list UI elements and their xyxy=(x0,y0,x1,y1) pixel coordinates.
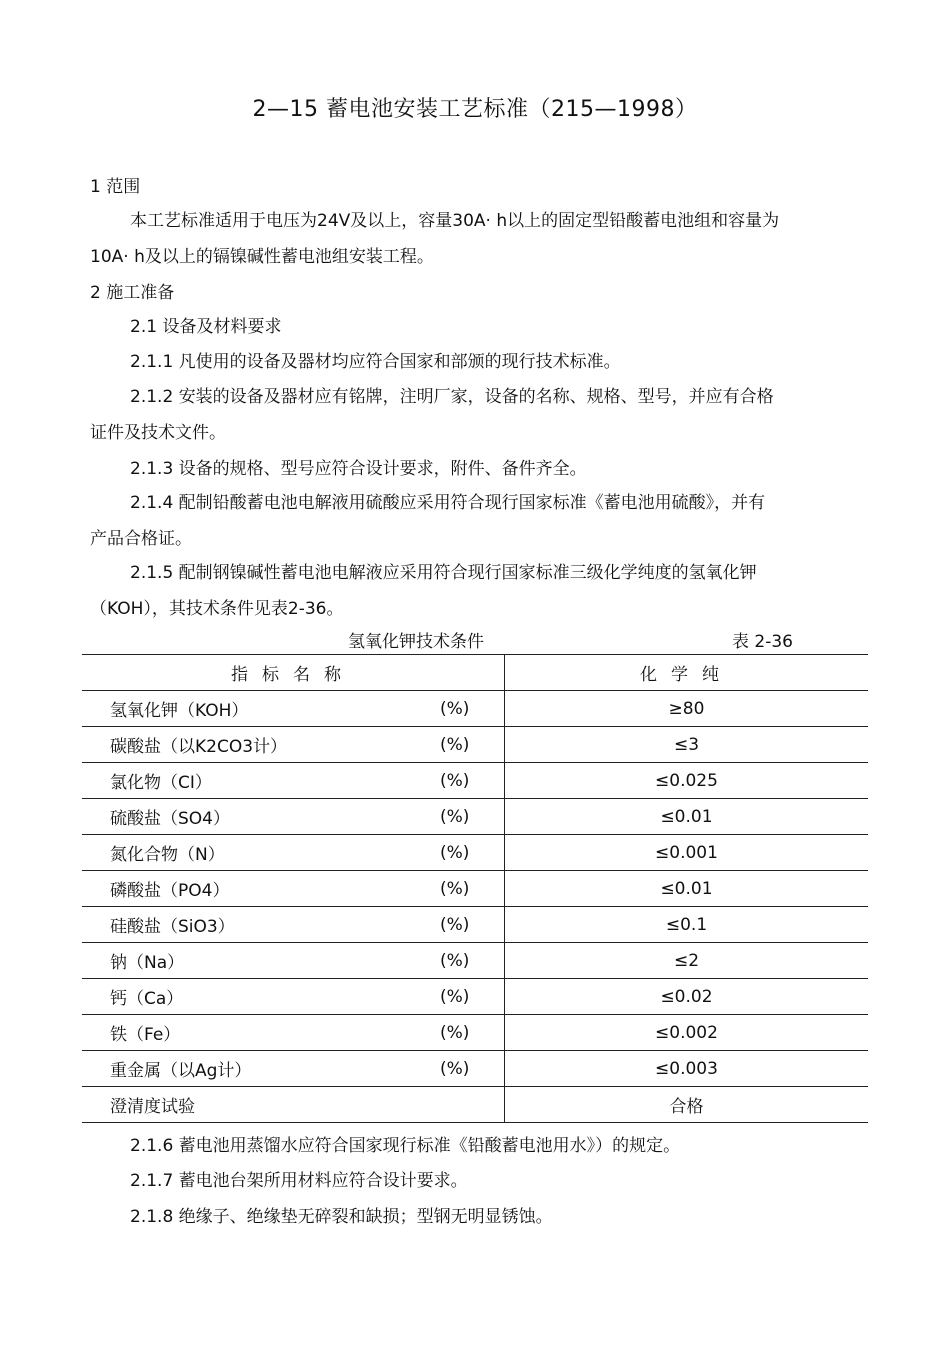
row-value: ≤0.002 xyxy=(505,1015,869,1051)
section-heading: 1 范围 xyxy=(90,177,141,197)
table-row xyxy=(82,943,868,979)
row-unit: (%) xyxy=(440,1015,505,1051)
clause-line: 2.1.6 蓄电池用蒸馏水应符合国家现行标准《铅酸蓄电池用水》）的规定。 xyxy=(130,1136,681,1156)
table-row xyxy=(82,1087,868,1123)
page-title: 2—15 蓄电池安装工艺标准（215—1998） xyxy=(252,97,698,122)
row-unit: (%) xyxy=(440,943,505,979)
subsection-heading: 2.1 设备及材料要求 xyxy=(130,317,282,337)
clause-line: 产品合格证。 xyxy=(90,529,192,549)
row-value: ≤0.01 xyxy=(505,799,869,835)
row-name: 氢氧化钾（KOH） xyxy=(82,691,440,727)
row-value: ≤2 xyxy=(505,943,869,979)
clause-line: 2.1.1 凡使用的设备及器材均应符合国家和部颁的现行技术标准。 xyxy=(130,352,621,372)
row-value: 合格 xyxy=(505,1087,869,1123)
table-caption: 氢氧化钾技术条件 xyxy=(348,632,484,652)
table-row xyxy=(82,907,868,943)
row-value: ≤3 xyxy=(505,727,869,763)
row-unit: (%) xyxy=(440,871,505,907)
row-value: ≤0.1 xyxy=(505,907,869,943)
row-unit: (%) xyxy=(440,799,505,835)
table-row xyxy=(82,1015,868,1051)
row-value: ≥80 xyxy=(505,691,869,727)
clause-line: 2.1.3 设备的规格、型号应符合设计要求，附件、备件齐全。 xyxy=(130,459,587,479)
row-name: 硅酸盐（SiO3） xyxy=(82,907,440,943)
spec-table xyxy=(82,654,868,1123)
clause-line: 2.1.5 配制钢镍碱性蓄电池电解液应采用符合现行国家标准三级化学纯度的氢氧化钾 xyxy=(130,563,757,583)
row-name: 氮化合物（N） xyxy=(82,835,440,871)
clause-line: 证件及技术文件。 xyxy=(90,423,226,443)
table-row xyxy=(82,763,868,799)
header-value: 化学纯 xyxy=(505,655,869,691)
table-row xyxy=(82,979,868,1015)
table-row xyxy=(82,727,868,763)
table-row xyxy=(82,691,868,727)
row-name: 钠（Na） xyxy=(82,943,440,979)
table-header-row xyxy=(82,655,868,691)
row-unit: (%) xyxy=(440,727,505,763)
paragraph-line: 10A· h及以上的镉镍碱性蓄电池组安装工程。 xyxy=(90,247,434,267)
row-unit xyxy=(440,1087,505,1123)
row-unit: (%) xyxy=(440,907,505,943)
paragraph-line: 本工艺标准适用于电压为24V及以上，容量30A· h以上的固定型铅酸蓄电池组和容量为 xyxy=(130,211,780,231)
row-name: 重金属（以Ag计） xyxy=(82,1051,440,1087)
clause-line: 2.1.7 蓄电池台架所用材料应符合设计要求。 xyxy=(130,1171,468,1191)
clause-line: 2.1.8 绝缘子、绝缘垫无碎裂和缺损；型钢无明显锈蚀。 xyxy=(130,1207,553,1227)
row-name: 硫酸盐（SO4） xyxy=(82,799,440,835)
table-row xyxy=(82,871,868,907)
row-unit: (%) xyxy=(440,979,505,1015)
row-unit: (%) xyxy=(440,763,505,799)
row-value: ≤0.02 xyxy=(505,979,869,1015)
row-name: 澄清度试验 xyxy=(82,1087,440,1123)
row-name: 氯化物（CI） xyxy=(82,763,440,799)
row-name: 碳酸盐（以K2CO3计） xyxy=(82,727,440,763)
table-number: 表 2-36 xyxy=(732,632,793,652)
table-row xyxy=(82,1051,868,1087)
table-row xyxy=(82,799,868,835)
header-name: 指标名称 xyxy=(82,655,505,691)
row-name: 磷酸盐（PO4） xyxy=(82,871,440,907)
row-value: ≤0.003 xyxy=(505,1051,869,1087)
row-value: ≤0.01 xyxy=(505,871,869,907)
clause-line: （KOH），其技术条件见表2-36。 xyxy=(90,599,344,619)
row-unit: (%) xyxy=(440,691,505,727)
row-unit: (%) xyxy=(440,1051,505,1087)
row-value: ≤0.001 xyxy=(505,835,869,871)
clause-line: 2.1.4 配制铅酸蓄电池电解液用硫酸应采用符合现行国家标准《蓄电池用硫酸》，并有 xyxy=(130,493,766,513)
row-name: 铁（Fe） xyxy=(82,1015,440,1051)
clause-line: 2.1.2 安装的设备及器材应有铭牌，注明厂家，设备的名称、规格、型号，并应有合格 xyxy=(130,387,774,407)
row-value: ≤0.025 xyxy=(505,763,869,799)
table-row xyxy=(82,835,868,871)
row-unit: (%) xyxy=(440,835,505,871)
section-heading: 2 施工准备 xyxy=(90,283,175,303)
row-name: 钙（Ca） xyxy=(82,979,440,1015)
